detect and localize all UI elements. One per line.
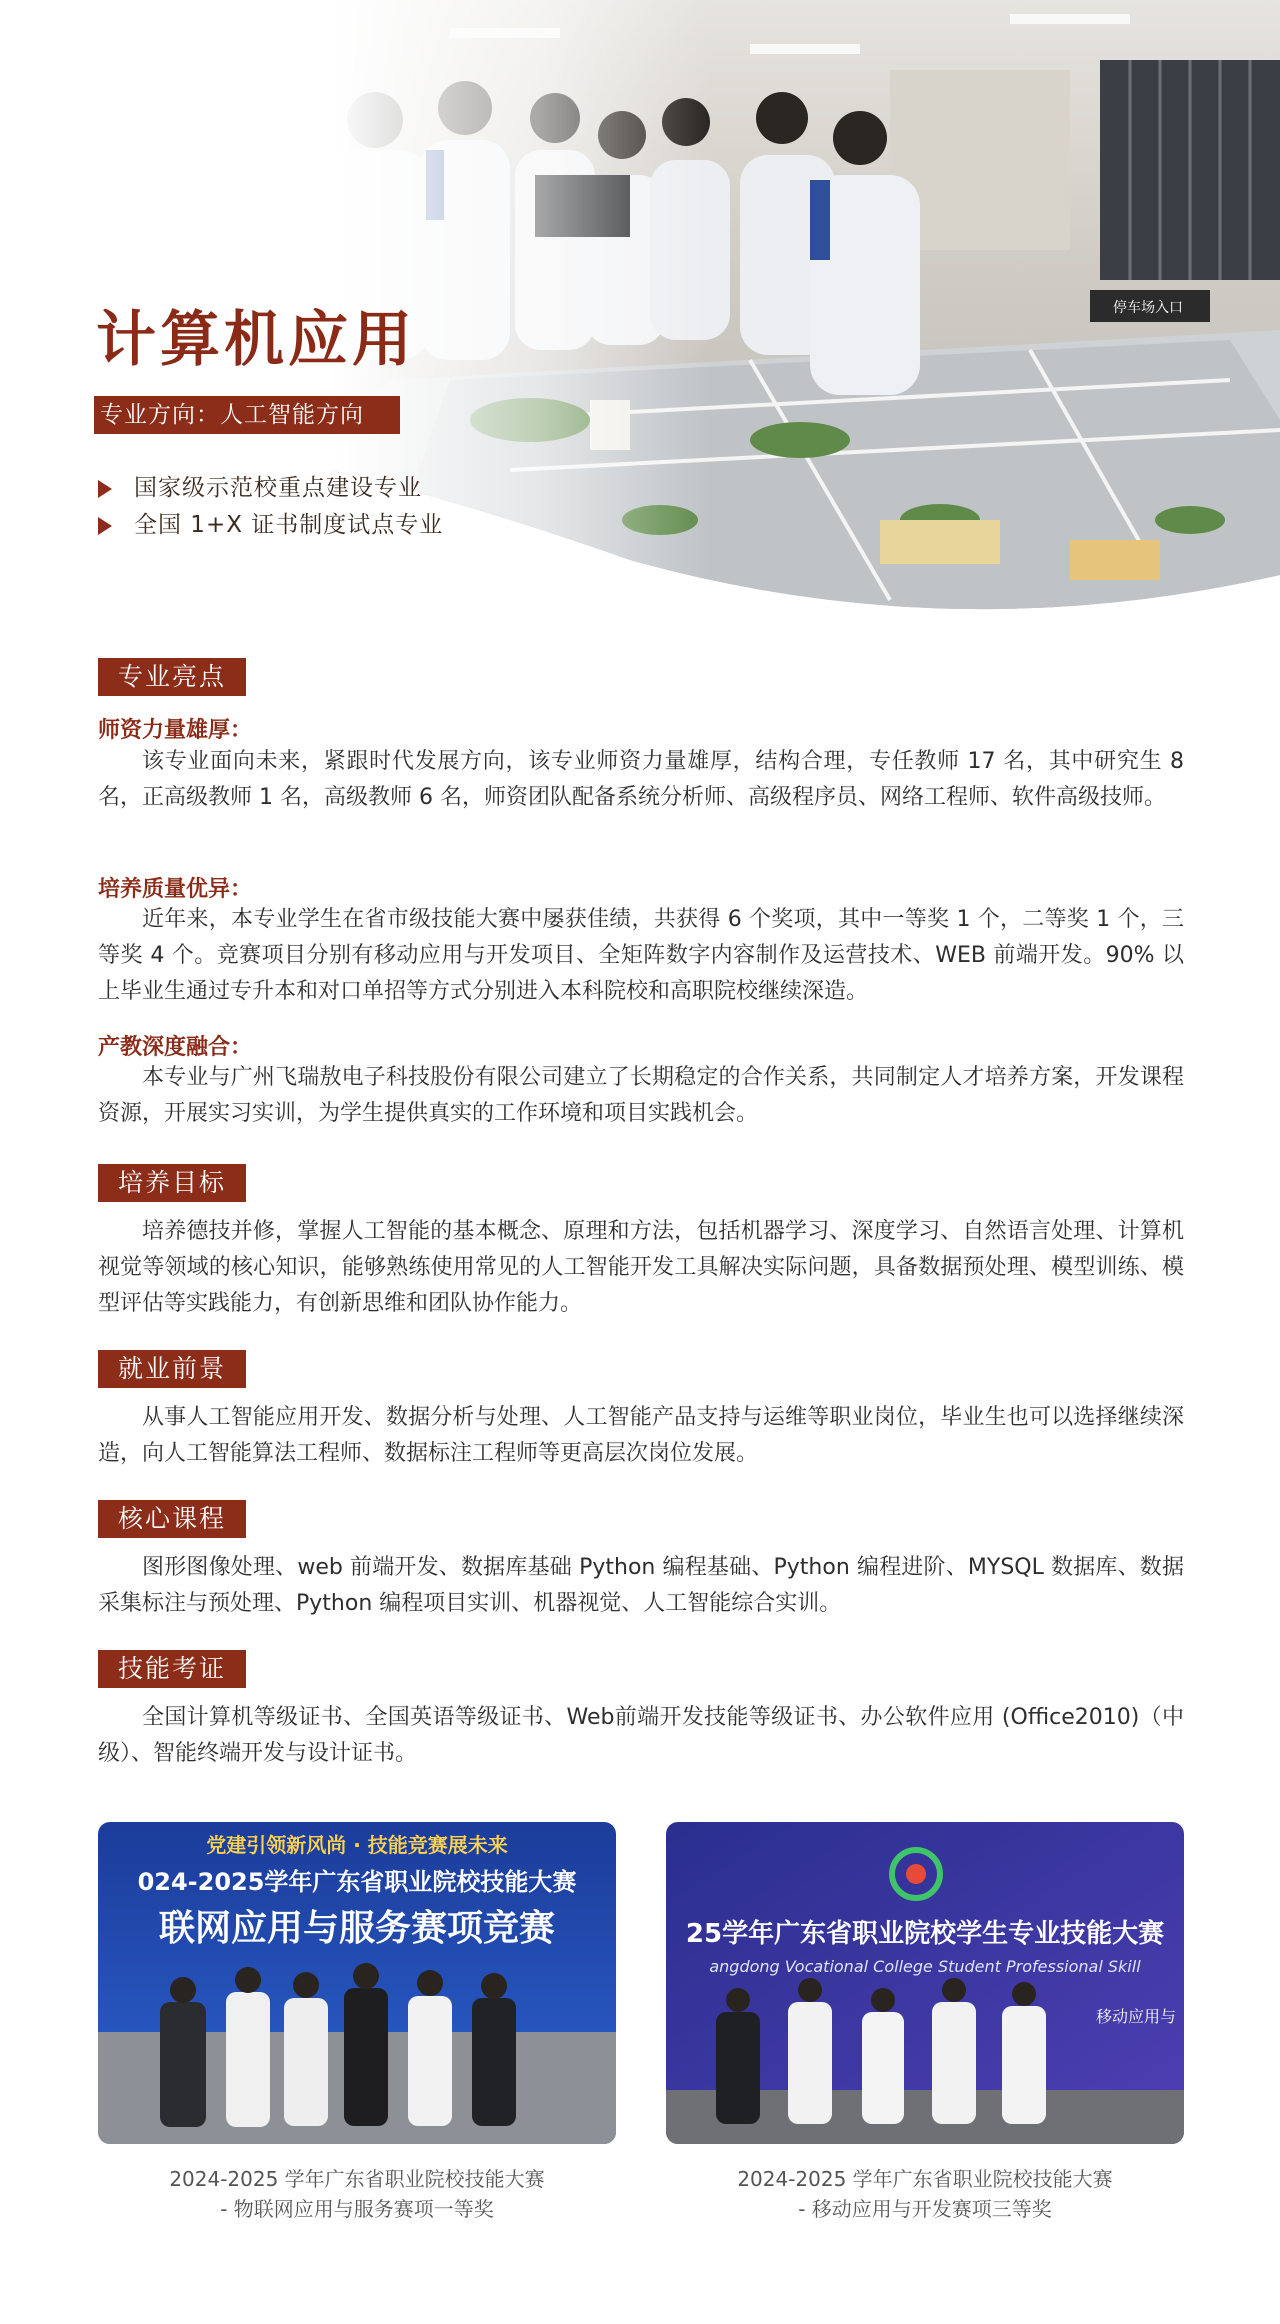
highlight-heading-industry: 产教深度融合： (98, 1035, 253, 1060)
section-tag-certs: 技能考证 (98, 1650, 246, 1688)
highlight-heading-quality: 培养质量优异： (98, 877, 253, 902)
highlight-text-industry: 本专业与广州飞瑞敖电子科技股份有限公司建立了长期稳定的合作关系，共同制定人才培养方案，开发课程资源，开展实习实训，为学生提供真实的工作环境和项目实践机会。 (98, 1065, 1184, 1126)
hero-feature-text: 国家级示范校重点建设专业 (134, 475, 422, 501)
caption-line: 2024-2025 学年广东省职业院校技能大赛 (169, 2167, 545, 2191)
highlight-text-faculty: 该专业面向未来，紧跟时代发展方向，该专业师资力量雄厚，结构合理，专任教师 17 名，其中研究生 8 名，正高级教师 1 名，高级教师 6 名，师资团队配备系统分析师、高级程序员、网络工程师、软件高级技师。 (98, 749, 1184, 810)
section-tag-goals: 培养目标 (98, 1164, 246, 1202)
award-photo-iot (98, 1822, 616, 2144)
hero-feature-item (98, 470, 443, 507)
section-tag-courses: 核心课程 (98, 1500, 246, 1538)
photo-banner-line1: 024-2025学年广东省职业院校技能大赛 (137, 1868, 577, 1896)
highlight-text-quality: 近年来，本专业学生在省市级技能大赛中屡获佳绩，共获得 6 个奖项，其中一等奖 1 个，二等奖 1 个，三等奖 4 个。竞赛项目分别有移动应用与开发项目、全矩阵数字内容制作及运营技术、WEB 前端开发。90% 以上毕业生通过专升本和对口单招等方式分别进入本科院校和高职院校继续深造。 (98, 907, 1184, 1004)
caption-line: - 物联网应用与服务赛项一等奖 (220, 2197, 494, 2221)
photo-banner-side: 移动应用与 (1095, 2007, 1177, 2026)
highlight-heading-faculty: 师资力量雄厚： (98, 718, 253, 743)
award-photo-mobile (666, 1822, 1184, 2144)
section-tag-careers: 就业前景 (98, 1350, 246, 1388)
caption-line: 2024-2025 学年广东省职业院校技能大赛 (737, 2167, 1113, 2191)
careers-text: 从事人工智能应用开发、数据分析与处理、人工智能产品支持与运维等职业岗位，毕业生也可以选择继续深造，向人工智能算法工程师、数据标注工程师等更高层次岗位发展。 (98, 1405, 1184, 1466)
section-tag-highlights: 专业亮点 (98, 658, 246, 696)
page-title: 计算机应用 (96, 305, 416, 375)
award-caption-iot (98, 2164, 616, 2224)
photo-banner-line2: angdong Vocational College Student Professional Skill (709, 1957, 1141, 1976)
hero-feature-list (98, 470, 443, 544)
photo-banner-top: 党建引领新风尚 · 技能竞赛展未来 (206, 1833, 508, 1857)
photo-banner-line1: 25学年广东省职业院校学生专业技能大赛 (685, 1919, 1165, 1949)
courses-text: 图形图像处理、web 前端开发、数据库基础 Python 编程基础、Python 编程进阶、MYSQL 数据库、数据采集标注与预处理、Python 编程项目实训、机器视觉、人工智能综合实训。 (98, 1555, 1184, 1616)
hero-feature-text: 全国 1+X 证书制度试点专业 (134, 512, 444, 538)
hero-photo (330, 0, 1280, 610)
caption-line: - 移动应用与开发赛项三等奖 (798, 2197, 1052, 2221)
award-caption-mobile (666, 2164, 1184, 2224)
triangle-bullet-icon (98, 480, 112, 498)
triangle-bullet-icon (98, 517, 112, 535)
photo-banner-line2: 联网应用与服务赛项竞赛 (158, 1908, 556, 1949)
hero-section (0, 0, 1280, 640)
goals-text: 培养德技并修，掌握人工智能的基本概念、原理和方法，包括机器学习、深度学习、自然语言处理、计算机视觉等领域的核心知识，能够熟练使用常见的人工智能开发工具解决实际问题，具备数据预处理、模型训练、模型评估等实践能力，有创新思维和团队协作能力。 (98, 1219, 1184, 1316)
certs-text: 全国计算机等级证书、全国英语等级证书、Web前端开发技能等级证书、办公软件应用 (Office2010)（中级）、智能终端开发与设计证书。 (98, 1705, 1184, 1766)
hero-feature-item (98, 507, 443, 544)
major-direction-badge: 专业方向：人工智能方向 (94, 396, 400, 434)
